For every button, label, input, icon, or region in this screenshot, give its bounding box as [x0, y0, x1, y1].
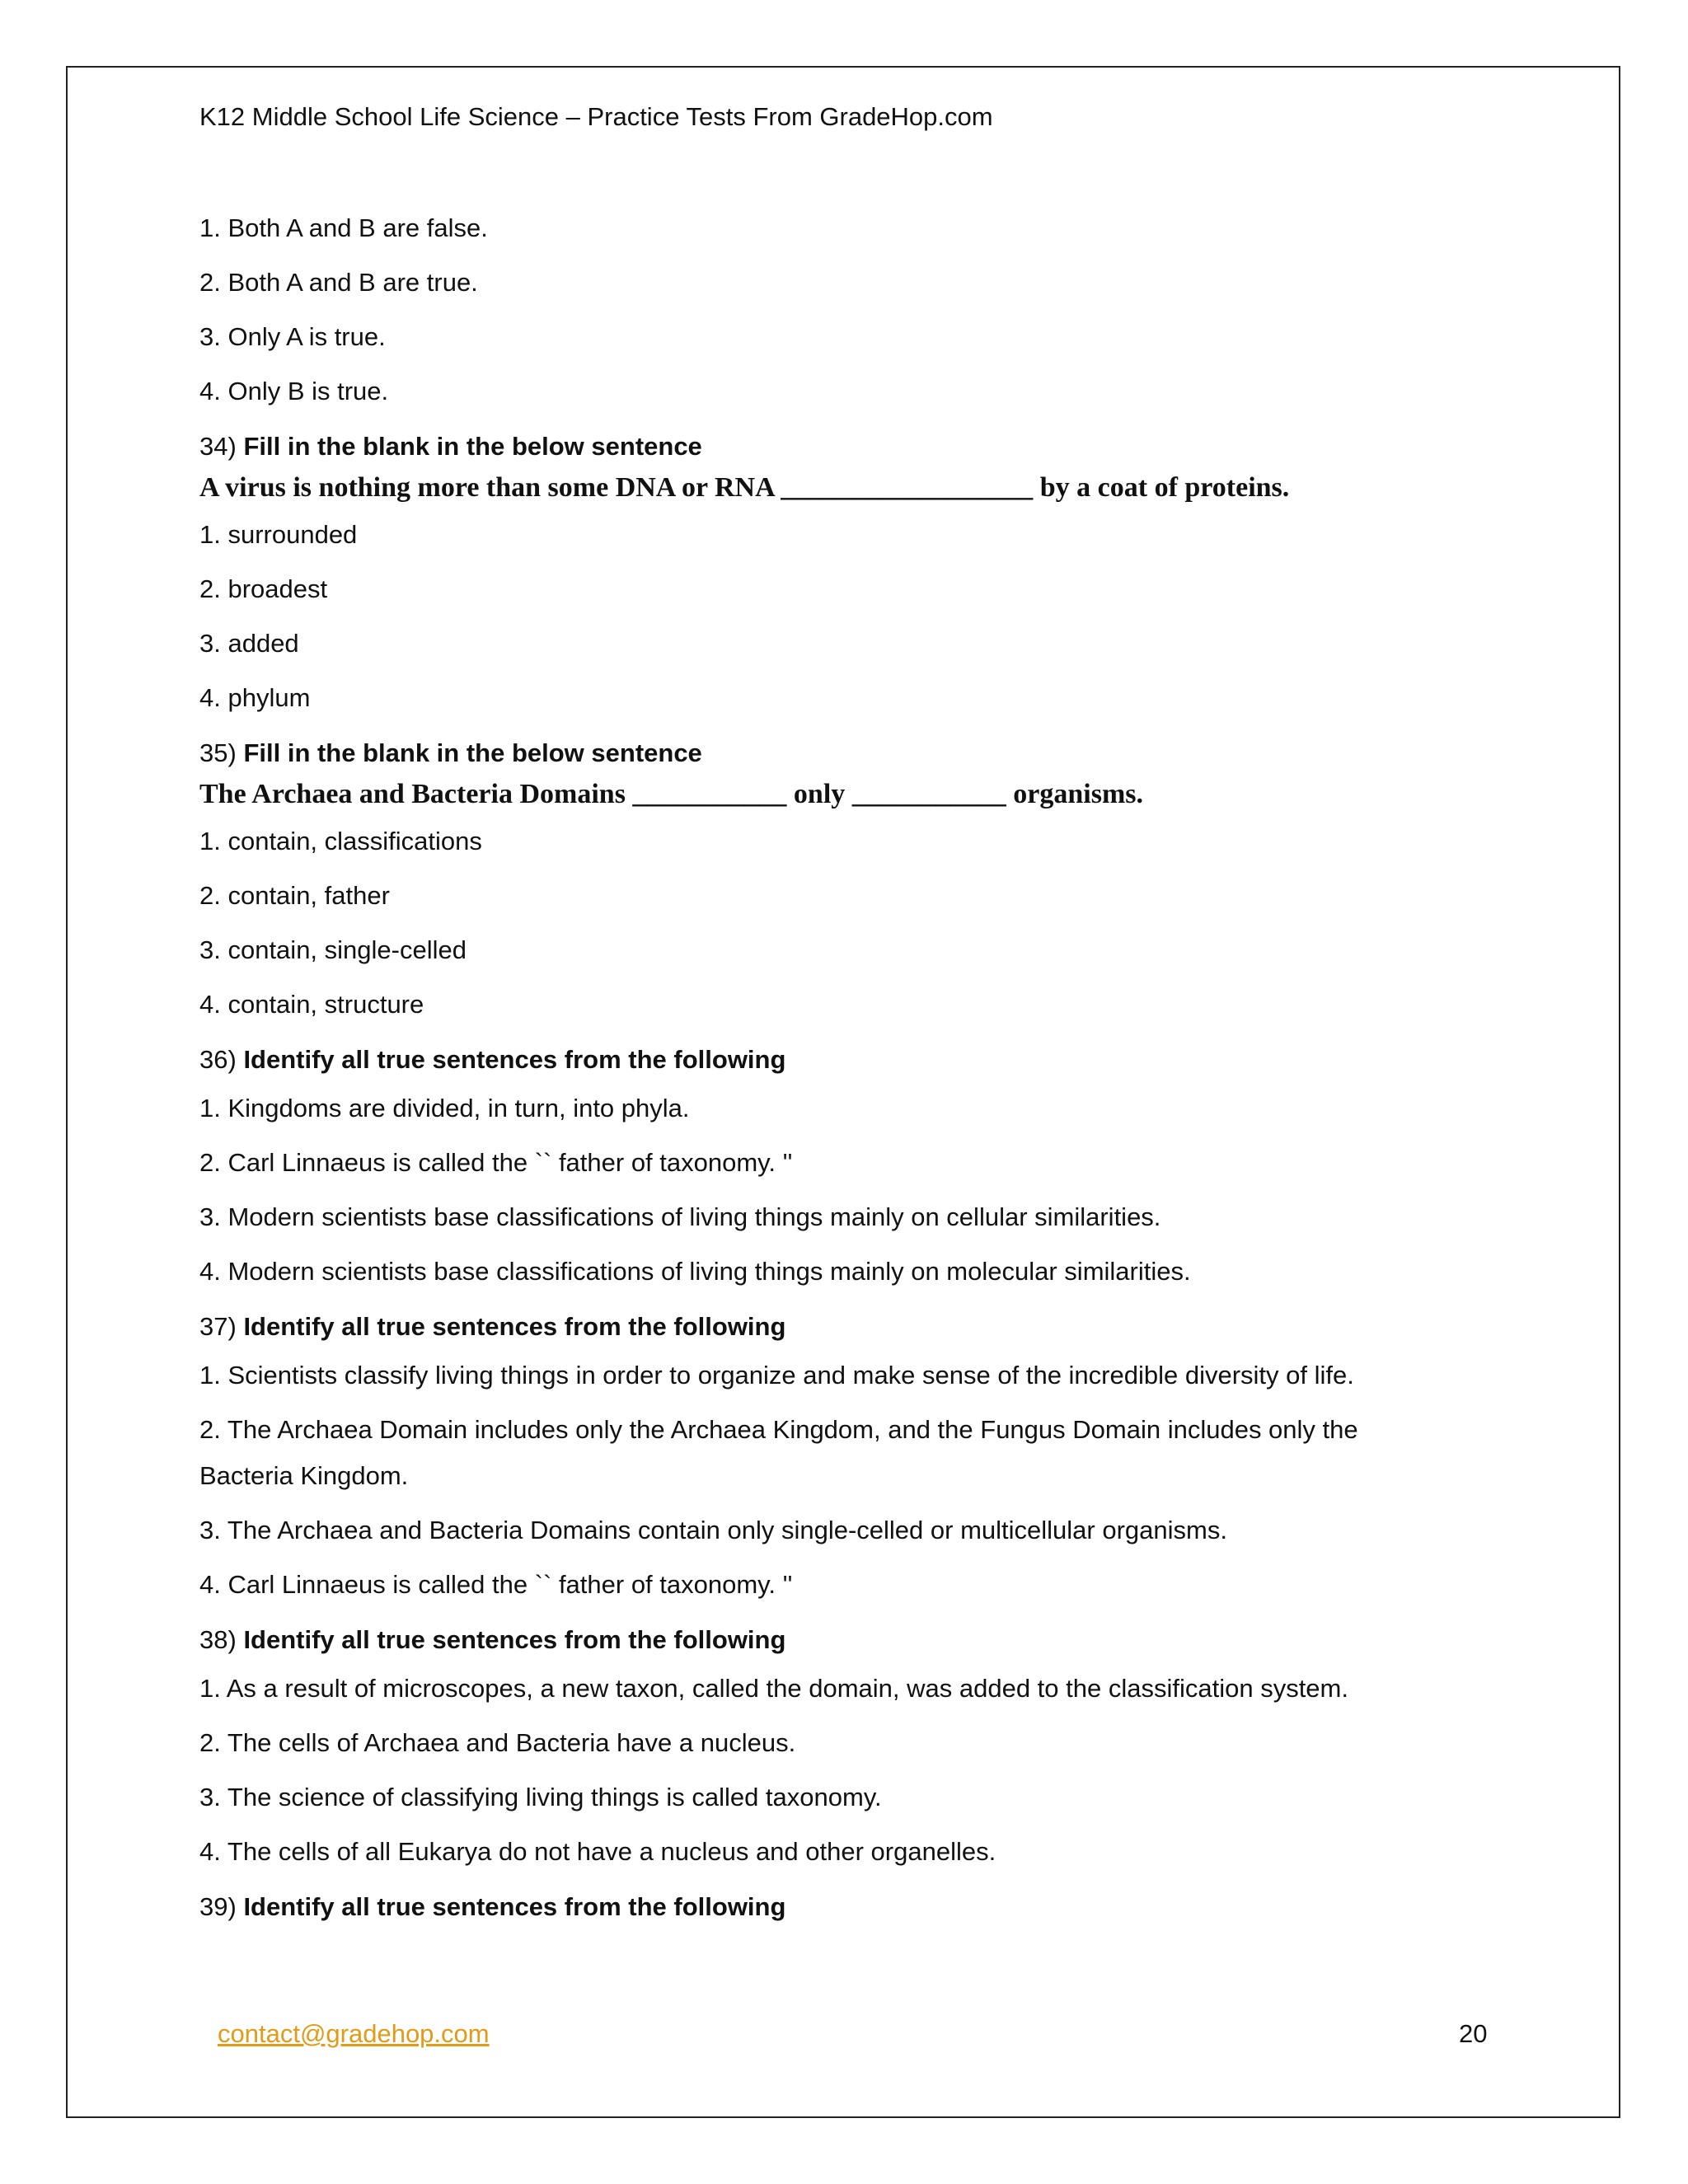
q35-option-4: 4. contain, structure	[199, 990, 424, 1019]
q38-option-2: 2. The cells of Archaea and Bacteria have a nucleus.	[199, 1728, 796, 1757]
q34-number: 34)	[199, 432, 237, 461]
q34-sentence: A virus is nothing more than some DNA or RNA __________________ by a coat of proteins.	[199, 472, 1290, 503]
q33-option-4: 4. Only B is true.	[199, 377, 389, 405]
q34-option-4: 4. phylum	[199, 683, 311, 712]
q37-option-2-line-1: 2. The Archaea Domain includes only the Archaea Kingdom, and the Fungus Domain includes only the	[199, 1415, 1358, 1444]
q34-heading	[199, 430, 1469, 463]
q35-title: Fill in the blank in the below sentence	[243, 738, 702, 767]
contact-email-link[interactable]: contact@gradehop.com	[218, 2019, 490, 2048]
q39-title: Identify all true sentences from the following	[243, 1892, 786, 1921]
q37-heading	[199, 1310, 1469, 1343]
q36-option-4: 4. Modern scientists base classifications of living things mainly on molecular similarities.	[199, 1257, 1191, 1286]
q34-title: Fill in the blank in the below sentence	[243, 432, 702, 461]
q34-option-1: 1. surrounded	[199, 520, 358, 549]
q37-option-2	[199, 1406, 1469, 1507]
q38-option-3: 3. The science of classifying living things is called taxonomy.	[199, 1783, 882, 1811]
q35-option-2: 2. contain, father	[199, 881, 390, 910]
q36-title: Identify all true sentences from the following	[243, 1045, 786, 1074]
q37-title: Identify all true sentences from the following	[243, 1312, 786, 1341]
q35-number: 35)	[199, 738, 237, 767]
q35-option-1: 1. contain, classifications	[199, 827, 482, 855]
q35-heading	[199, 737, 1469, 770]
q39-heading	[199, 1891, 1469, 1924]
page-header: K12 Middle School Life Science – Practice Tests From GradeHop.com	[199, 102, 993, 131]
q34-option-2: 2. broadest	[199, 574, 328, 603]
q35-option-3: 3. contain, single-celled	[199, 935, 467, 964]
q38-option-1: 1. As a result of microscopes, a new taxon, called the domain, was added to the classification system.	[199, 1674, 1348, 1703]
q36-number: 36)	[199, 1045, 237, 1074]
q36-option-1: 1. Kingdoms are divided, in turn, into phyla.	[199, 1094, 690, 1122]
q33-option-3: 3. Only A is true.	[199, 322, 386, 351]
q37-number: 37)	[199, 1312, 237, 1341]
q37-option-2-line-2: Bacteria Kingdom.	[199, 1461, 409, 1490]
q37-option-4: 4. Carl Linnaeus is called the `` father of taxonomy. ''	[199, 1570, 793, 1599]
q35-sentence: The Archaea and Bacteria Domains ___________ only ___________ organisms.	[199, 779, 1144, 809]
q34-option-3: 3. added	[199, 629, 299, 658]
q38-title: Identify all true sentences from the following	[243, 1625, 786, 1654]
q37-option-1: 1. Scientists classify living things in order to organize and make sense of the incredible diversity of life.	[199, 1361, 1354, 1390]
q33-option-1: 1. Both A and B are false.	[199, 213, 488, 242]
q36-heading	[199, 1043, 1469, 1076]
q38-option-4: 4. The cells of all Eukarya do not have a nucleus and other organelles.	[199, 1837, 996, 1866]
page-content	[199, 204, 1469, 1932]
q38-number: 38)	[199, 1625, 237, 1654]
q39-number: 39)	[199, 1892, 237, 1921]
q36-option-3: 3. Modern scientists base classifications of living things mainly on cellular similarities.	[199, 1202, 1161, 1231]
q38-heading	[199, 1624, 1469, 1657]
page-number: 20	[1459, 2019, 1488, 2048]
q36-option-2: 2. Carl Linnaeus is called the `` father of taxonomy. ''	[199, 1148, 793, 1177]
q33-option-2: 2. Both A and B are true.	[199, 268, 478, 297]
q37-option-3: 3. The Archaea and Bacteria Domains contain only single-celled or multicellular organisms.	[199, 1516, 1227, 1544]
